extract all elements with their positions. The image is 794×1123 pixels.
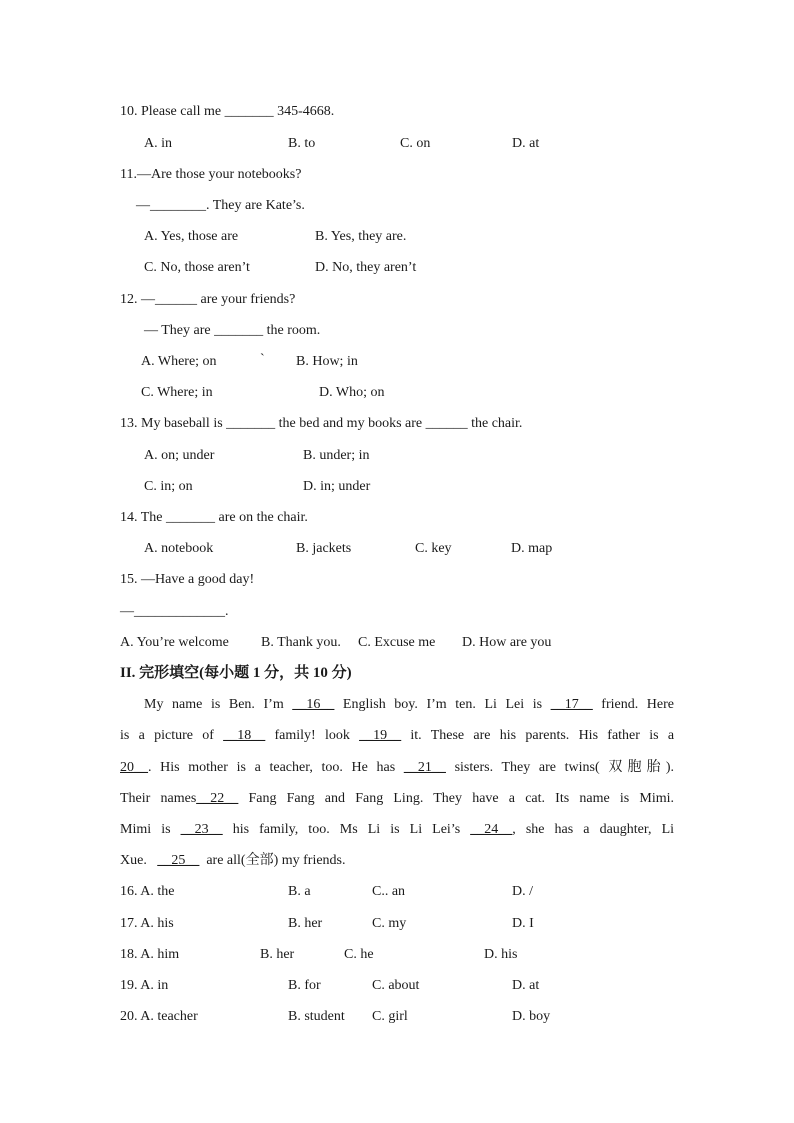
blank-20: 20__	[120, 760, 148, 775]
q18-option-a: 18. A. him	[120, 947, 180, 962]
q10-option-c: C. on	[400, 136, 431, 151]
q16-option-b: B. a	[288, 884, 311, 899]
q15-option-a: A. You’re welcome	[120, 635, 229, 650]
q19-option-d: D. at	[512, 978, 540, 993]
question-15-stem: 15. —Have a good day!	[120, 572, 255, 587]
q11-option-b: B. Yes, they are.	[315, 229, 407, 244]
q19-option-c: C. about	[372, 978, 420, 993]
q10-option-b: B. to	[288, 136, 316, 151]
blank-19: __19__	[359, 728, 402, 743]
q20-option-d: D. boy	[512, 1009, 551, 1024]
q11-option-d: D. No, they aren’t	[315, 260, 417, 275]
q10-option-d: D. at	[512, 136, 540, 151]
q14-option-c: C. key	[415, 541, 452, 556]
q19-option-b: B. for	[288, 978, 321, 993]
q14-option-d: D. map	[511, 541, 553, 556]
blank-18: __18__	[223, 728, 266, 743]
q18-option-d: D. his	[484, 947, 518, 962]
q20-option-a: 20. A. teacher	[120, 1009, 198, 1024]
q18-option-b: B. her	[260, 947, 295, 962]
q11-option-c: C. No, those aren’t	[144, 260, 250, 275]
q14-option-b: B. jackets	[296, 541, 352, 556]
q17-option-c: C. my	[372, 916, 407, 931]
q17-option-a: 17. A. his	[120, 916, 174, 931]
q17-option-b: B. her	[288, 916, 323, 931]
passage-line-5: Mimi is __23__ his family, too. Ms Li is Li Lei’s __24__, she has a daughter, Li	[120, 822, 675, 837]
blank-16: __16__	[292, 697, 335, 712]
question-10-stem: 10. Please call me _______ 345-4668.	[120, 104, 335, 119]
q12-option-b: B. How; in	[296, 354, 358, 369]
blank-23: __23__	[180, 822, 223, 837]
q16-option-c: C.. an	[372, 884, 406, 899]
q11-option-a: A. Yes, those are	[144, 229, 239, 244]
q20-option-c: C. girl	[372, 1009, 408, 1024]
question-12-response: — They are _______ the room.	[144, 323, 321, 338]
q12-option-a: A. Where; on	[141, 354, 217, 369]
question-13-stem: 13. My baseball is _______ the bed and my books are ______ the chair.	[120, 416, 523, 431]
q16-option-a: 16. A. the	[120, 884, 175, 899]
q13-option-b: B. under; in	[303, 448, 370, 463]
q16-option-d: D. /	[512, 884, 533, 899]
q15-option-c: C. Excuse me	[358, 635, 436, 650]
q13-option-c: C. in; on	[144, 479, 193, 494]
q12-option-c: C. Where; in	[141, 385, 213, 400]
q12-stray-mark: `	[260, 352, 265, 367]
blank-24: __24__	[470, 822, 513, 837]
passage-line-4: Their names__22__ Fang Fang and Fang Ling. They have a cat. Its name is Mimi.	[120, 791, 674, 806]
q13-option-d: D. in; under	[303, 479, 371, 494]
q15-option-d: D. How are you	[462, 635, 552, 650]
blank-25: __25__	[157, 853, 200, 868]
q10-option-a: A. in	[144, 136, 172, 151]
passage-line-1: My name is Ben. I’m __16__ English boy. I’m ten. Li Lei is __17__ friend. Here	[144, 697, 674, 712]
q12-option-d: D. Who; on	[319, 385, 385, 400]
q19-option-a: 19. A. in	[120, 978, 169, 993]
q18-option-c: C. he	[344, 947, 374, 962]
q13-option-a: A. on; under	[144, 448, 215, 463]
passage-line-6: Xue. __25__ are all(全部) my friends.	[120, 853, 346, 868]
section-heading: II. 完形填空(每小题 1 分，共 10 分)	[120, 665, 352, 681]
passage-line-2: is a picture of __18__ family! look __19__ it. These are his parents. His father is a	[120, 728, 675, 743]
q15-option-b: B. Thank you.	[261, 635, 341, 650]
blank-22: __22__	[196, 791, 239, 806]
question-12-stem: 12. —______ are your friends?	[120, 292, 296, 307]
question-11-stem: 11.—Are those your notebooks?	[120, 167, 302, 182]
question-15-response: —_____________.	[120, 604, 229, 619]
q14-option-a: A. notebook	[144, 541, 214, 556]
q17-option-d: D. I	[512, 916, 534, 931]
q20-option-b: B. student	[288, 1009, 345, 1024]
blank-21: __21__	[403, 760, 446, 775]
question-14-stem: 14. The _______ are on the chair.	[120, 510, 308, 525]
passage-line-3: 20__. His mother is a teacher, too. He has __21__ sisters. They are twins( 双胞胎).	[120, 760, 674, 775]
question-11-response: —________. They are Kate’s.	[136, 198, 305, 213]
blank-17: __17__	[550, 697, 593, 712]
